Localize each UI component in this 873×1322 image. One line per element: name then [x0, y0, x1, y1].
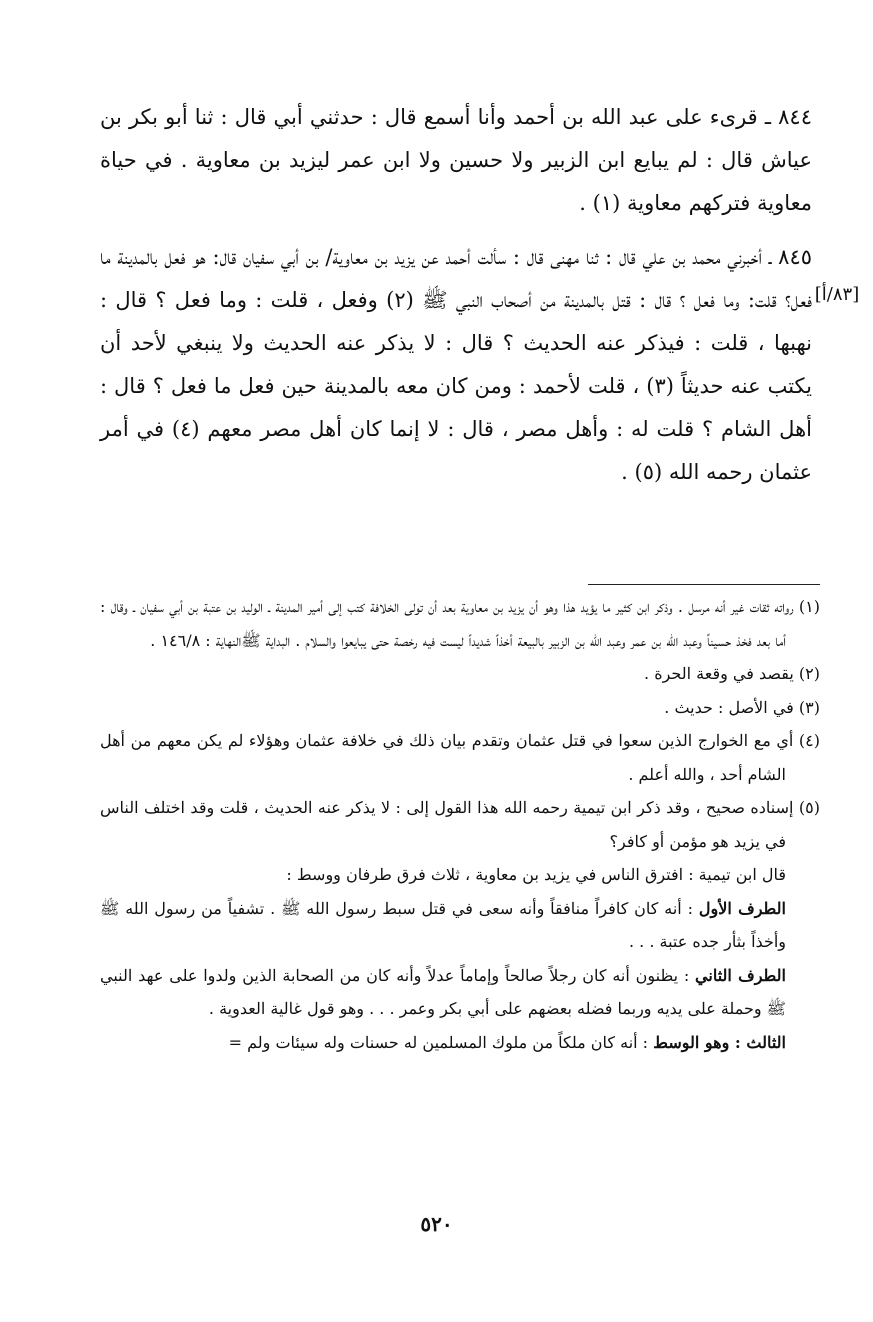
footnote-number: (١) — [798, 597, 820, 616]
hadith-text: ـ قرىء على عبد الله بن أحمد وأنا أسمع قال : حدثني أبي قال : ثنا أبو بكر بن عياش قال : لم يبايع ابن الزبير ولا حسين ولا ابن عمر ليزيد بن معاوية . في حياة معاوية فتركهم معاوية (١) . — [100, 105, 812, 215]
footnote-5-paragraph — [100, 858, 820, 892]
paragraph-text: : يظنون أنه كان رجلاً صالحاً وإماماً عدلاً وأنه كان من الصحابة الذين ولدوا على عهد النبي ﷺ وحملة على يديه وربما فضله بعضهم على أبي بكر وعمر . . . وهو قول غالية العدوية . — [100, 965, 786, 1018]
footnote-separator — [588, 584, 820, 585]
footnote-5-paragraph — [100, 892, 820, 959]
paragraph-lead: الطرف الثاني — [695, 965, 786, 985]
footnote-text: يقصد في وقعة الحرة . — [644, 664, 794, 683]
footnote-4 — [100, 724, 820, 791]
footnote-number: (٢) — [798, 664, 820, 683]
hadith-text: ـ أخبرني محمد بن علي قال : ثنا مهنى قال : سألت أحمد عن يزيد بن معاوية/ بن أبي سفيان قال: هو فعل بالمدينة ما فعل؟ قلت: وما فعل ؟ قال : قتل بالمدينة من أصحاب النبي ﷺ (٢) وفعل ، قلت : وما فعل ؟ قال : نهبها ، قلت : فيذكر عنه الحديث ؟ قال : لا يذكر عنه الحديث ولا ينبغي لأحد أن يكتب عنه حديثاً (٣) ، قلت لأحمد : ومن كان معه بالمدينة حين فعل ما فعل ؟ قال : أهل الشام ؟ قلت له : وأهل مصر ، قال : لا إنما كان أهل مصر معهم (٤) في أمر عثمان رحمه الله (٥) . — [100, 245, 812, 484]
paragraph-lead: الطرف الأول — [698, 898, 786, 918]
footnote-text: إسناده صحيح ، وقد ذكر ابن تيمية رحمه الله هذا القول إلى : لا يذكر عنه الحديث ، قلت وقد اختلف الناس في يزيد هو مؤمن أو كافر؟ — [100, 798, 794, 851]
footnote-5-paragraph — [100, 1026, 820, 1060]
page-number: ٥٢٠ — [420, 1212, 453, 1236]
footnotes — [100, 590, 820, 1059]
footnote-2 — [100, 657, 820, 691]
hadith-845 — [100, 236, 812, 494]
footnote-text: أي مع الخوارج الذين سعوا في قتل عثمان وتقدم بيان ذلك في خلافة عثمان وهؤلاء لم يكن معهم من أهل الشام أحد ، والله أعلم . — [100, 731, 794, 784]
hadith-number: ٨٤٤ — [778, 105, 812, 129]
paragraph-text: قال ابن تيمية : افترق الناس في يزيد بن معاوية ، ثلاث فرق طرفان ووسط : — [286, 865, 786, 884]
footnote-5 — [100, 791, 820, 858]
hadith-number: ٨٤٥ — [778, 245, 813, 269]
paragraph-text: : أنه كان كافراً منافقاً وأنه سعى في قتل سبط رسول الله ﷺ . تشفياً من رسول الله ﷺ وأخذاً بثأر جده عتبة . . . — [100, 898, 786, 951]
footnote-5-paragraph — [100, 959, 820, 1026]
footnote-3 — [100, 691, 820, 725]
footnote-1 — [100, 590, 820, 657]
paragraph-text: : أنه كان ملكاً من ملوك المسلمين له حسنات وله سيئات ولم = — [228, 1032, 654, 1052]
footnote-text: في الأصل : حديث . — [664, 697, 794, 717]
footnote-text: رواته ثقات غير أنه مرسل . وذكر ابن كثير ما يؤيد هذا وهو أن يزيد بن معاوية بعد أن تولى الخلافة كتب إلى أمير المدينة ـ الوليد بن عتبة بن أبي سفيان ـ وقال : أما بعد فخذ حسيناً وعبد الله بن عمر وعبد الله بن الزبير بالبيعة أخذاً شديداً ليست فيه رخصة حتى يبايعوا والسلام . البداية ﷺالنهاية : ١٤٦/٨ . — [100, 597, 794, 650]
footnote-number: (٥) — [798, 798, 820, 817]
footnote-number: (٣) — [798, 697, 820, 717]
hadith-844 — [100, 96, 812, 225]
manuscript-folio-marker: [٨٣/أ] — [814, 284, 860, 305]
paragraph-lead: الثالث : وهو الوسط — [653, 1032, 786, 1052]
footnote-number: (٤) — [798, 731, 820, 750]
